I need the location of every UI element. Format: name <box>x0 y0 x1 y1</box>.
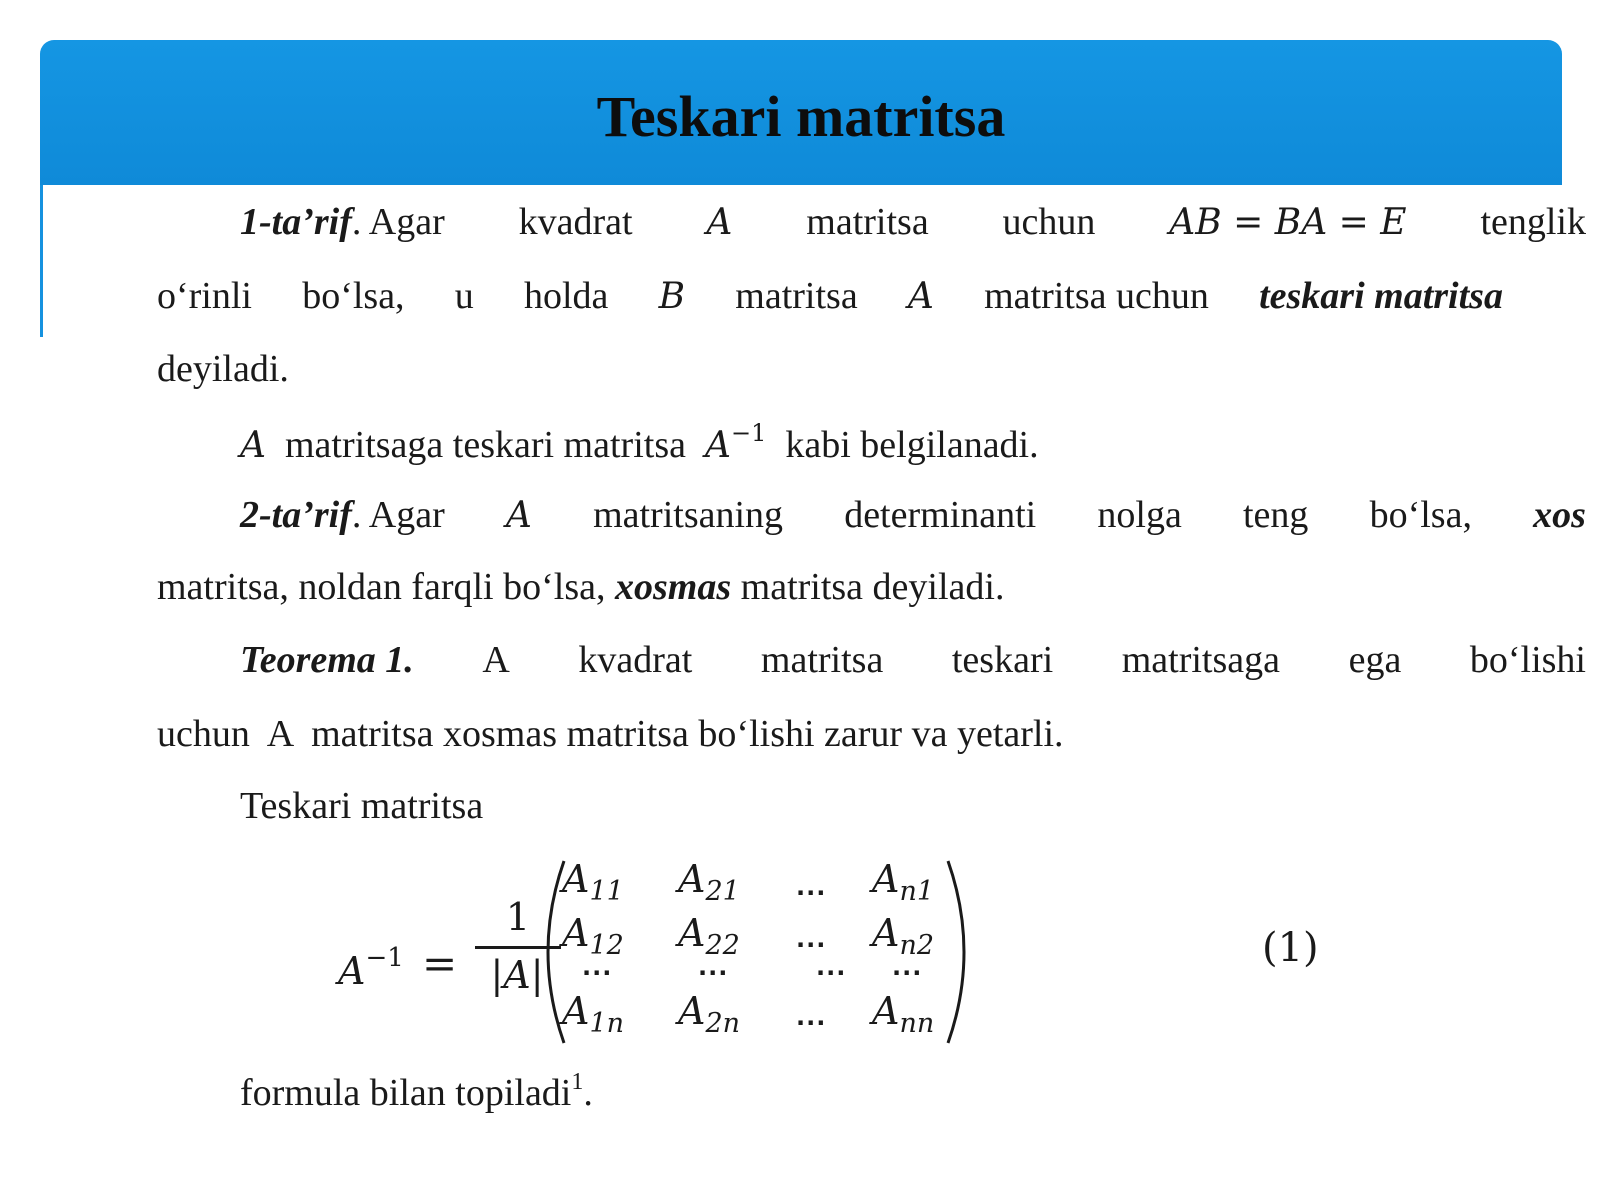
matrix-dots: ... <box>796 1003 827 1031</box>
def1-text-agar: . Agar <box>351 201 445 243</box>
theorem-word-5: matritsaga <box>1121 639 1281 681</box>
math-a-inverse-sup: −1 <box>730 419 767 447</box>
formula-outro <box>157 1070 1586 1112</box>
def2-label: 2-ta’rif <box>240 494 352 536</box>
math-a-inverse-base: A <box>704 425 731 466</box>
cell-base: A <box>872 857 900 901</box>
theorem-line1 <box>157 641 1586 679</box>
matrix-cell <box>562 989 652 1039</box>
matrix-dots: ... <box>816 953 847 981</box>
theorem-word-3: matritsa <box>760 639 884 681</box>
def1-text-matritsa: matritsa <box>806 201 929 243</box>
formula-denominator: |A| <box>490 953 544 997</box>
footnote-mark: 1 <box>571 1069 584 1095</box>
cell-index: 11 <box>589 876 624 907</box>
outro-end: . <box>583 1072 593 1114</box>
theorem-line2: uchun A matritsa xosmas matritsa bo‘lishi zarur va yetarli. <box>157 713 1064 755</box>
theorem-word-1: A <box>482 639 510 681</box>
def2-term-xos: xos <box>1533 494 1586 536</box>
theorem-label: Teorema 1. <box>240 639 414 681</box>
matrix-dots: ... <box>698 953 729 981</box>
matrix-cell <box>872 857 962 907</box>
def2-line2 <box>157 568 1503 606</box>
cell-index: n2 <box>899 930 935 961</box>
cell-index: 2n <box>705 1008 741 1039</box>
def1-text-uchun: uchun <box>1002 201 1096 243</box>
def2-text-teng: teng <box>1242 494 1309 536</box>
formula-lhs-sup: −1 <box>365 943 404 973</box>
formula-equals: = <box>422 939 458 988</box>
def1-text-orinli: o‘rinli <box>157 275 252 317</box>
def2-text-agar: . Agar <box>351 494 445 536</box>
def2-text-nolga: nolga <box>1097 494 1182 536</box>
cell-index: 12 <box>589 930 624 961</box>
cell-base: A <box>678 911 706 955</box>
def1-text-matritsa2: matritsa <box>735 275 858 317</box>
def1-term: teskari matritsa <box>1259 275 1503 317</box>
equation-number: (1) <box>1262 925 1319 971</box>
def2-start <box>240 496 445 534</box>
theorem-word-7: bo‘lishi <box>1469 639 1586 681</box>
def1-line1 <box>157 203 1586 241</box>
cell-index: 21 <box>705 876 740 907</box>
def1-text-bolsa: bo‘lsa, <box>302 275 405 317</box>
def1-line2 <box>157 277 1503 315</box>
def2-text-matritsaning: matritsaning <box>593 494 784 536</box>
matrix-dots: ... <box>582 953 613 981</box>
cell-base: A <box>678 857 706 901</box>
outro-text: formula bilan topiladi <box>240 1072 572 1114</box>
def1-line3: deyiladi. <box>157 348 289 390</box>
theorem-word-6: ega <box>1348 639 1402 681</box>
def2-term-xosmas: xosmas <box>615 566 732 608</box>
cell-base: A <box>872 911 900 955</box>
cell-base: A <box>872 989 900 1033</box>
inverse-formula <box>330 857 1350 1065</box>
notation-text: matritsaga teskari matritsa <box>285 424 686 466</box>
title-bar <box>40 40 1562 185</box>
math-a3: A <box>240 425 266 466</box>
def2-text-bolsa: bo‘lsa, <box>1369 494 1472 536</box>
def1-text-u: u <box>454 275 474 317</box>
matrix-dots: ... <box>796 925 827 953</box>
cell-index: 22 <box>705 930 740 961</box>
def1-text-matritsa-uchun: matritsa uchun <box>984 275 1209 317</box>
formula-intro: Teskari matritsa <box>240 785 484 827</box>
matrix-cell <box>678 989 768 1039</box>
cell-index: 1n <box>589 1008 625 1039</box>
cell-base: A <box>678 989 706 1033</box>
formula-lhs <box>338 943 404 993</box>
def1-start <box>240 203 445 241</box>
cell-base: A <box>562 857 590 901</box>
matrix-dots: ... <box>892 953 923 981</box>
math-equation: AB = BA = E <box>1169 202 1407 243</box>
def2-text-determinanti: determinanti <box>844 494 1037 536</box>
def1-text-kvadrat: kvadrat <box>518 201 633 243</box>
def1-label: 1-ta’rif <box>240 201 352 243</box>
theorem-word-4: teskari <box>951 639 1054 681</box>
matrix-cell <box>872 989 962 1039</box>
matrix-cell <box>678 857 768 907</box>
page-title: Teskari matritsa <box>596 84 1006 149</box>
notation-tail: kabi belgilanadi. <box>785 424 1039 466</box>
def2-line1 <box>157 496 1586 534</box>
cell-base: A <box>562 911 590 955</box>
notation-line <box>157 421 1586 464</box>
def1-text-holda: holda <box>523 275 609 317</box>
def2-text-a: matritsa, noldan farqli bo‘lsa, <box>157 566 606 608</box>
formula-numerator: 1 <box>505 895 531 939</box>
math-a-inverse <box>704 419 767 466</box>
cell-index: n1 <box>899 876 935 907</box>
formula-lhs-base: A <box>338 949 366 993</box>
matrix-dots: ... <box>796 873 827 901</box>
cell-base: A <box>562 989 590 1033</box>
def2-text-b: matritsa deyiladi. <box>740 566 1005 608</box>
accent-line <box>40 185 43 337</box>
math-a: A <box>706 202 733 243</box>
cell-index: nn <box>899 1008 935 1039</box>
def1-text-tenglik: tenglik <box>1480 201 1586 243</box>
theorem-word-2: kvadrat <box>578 639 693 681</box>
math-b: B <box>658 276 686 317</box>
math-a2: A <box>907 276 934 317</box>
matrix-cell <box>562 857 652 907</box>
math-a4: A <box>505 495 532 536</box>
